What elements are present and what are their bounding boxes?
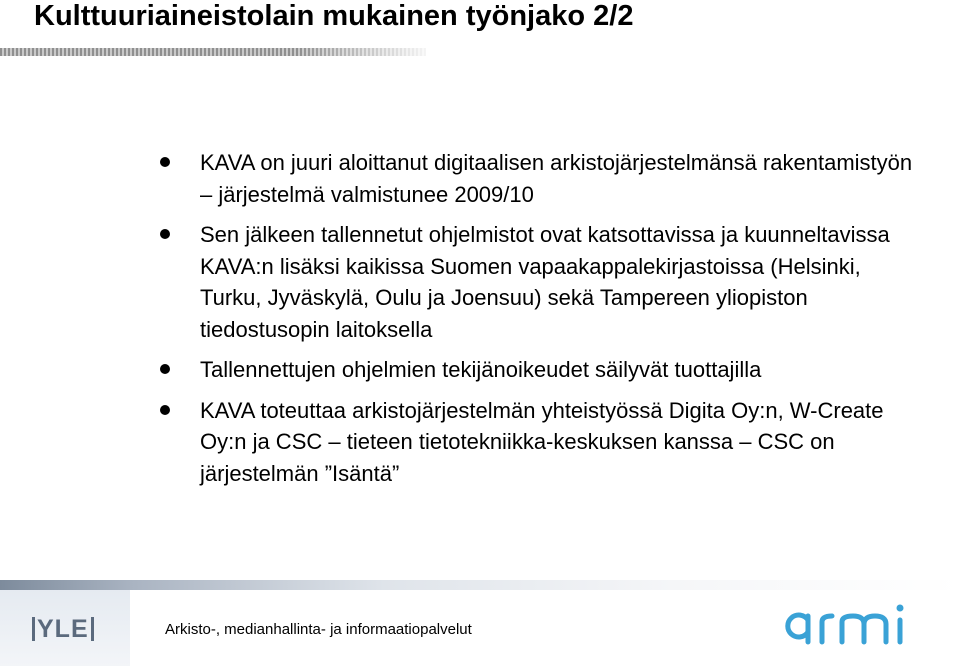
yle-logo-bar bbox=[32, 617, 35, 641]
bullet-dot-icon bbox=[160, 364, 170, 374]
bullet-item bbox=[160, 147, 920, 210]
bullet-dot-icon bbox=[160, 229, 170, 239]
bullet-text: Tallennettujen ohjelmien tekijänoikeudet säilyvät tuottajilla bbox=[200, 357, 762, 382]
bullet-text: KAVA toteuttaa arkistojärjestelmän yhteistyössä Digita Oy:n, W-Create Oy:n ja CSC – tieteen tietotekniikka-keskuksen kanssa – CSC on järjestelmän ”Isäntä” bbox=[200, 397, 884, 486]
bullet-text: Sen jälkeen tallennetut ohjelmistot ovat katsottavissa ja kuunneltavissa KAVA:n lisäksi kaikissa Suomen vapaakappalekirjastoissa (Helsinki, Turku, Jyväskylä, Oulu ja Joensuu) sekä Tampereen yliopiston tiedostusopin laitoksella bbox=[200, 222, 890, 342]
yle-logo-text: YLE bbox=[37, 615, 89, 643]
bullet-item bbox=[160, 395, 920, 490]
footer bbox=[0, 580, 960, 666]
footer-stripe bbox=[0, 580, 960, 590]
bullet-dot-icon bbox=[160, 157, 170, 167]
bullet-list bbox=[160, 147, 920, 498]
armi-logo bbox=[778, 600, 938, 646]
title-underline bbox=[0, 48, 426, 56]
bullet-text: KAVA on juuri aloittanut digitaalisen arkistojärjestelmänsä rakentamistyön – järjestelmä valmistunee 2009/10 bbox=[200, 150, 913, 207]
footer-text: Arkisto-, medianhallinta- ja informaatiopalvelut bbox=[165, 621, 472, 638]
yle-logo bbox=[30, 614, 96, 644]
slide-title: Kulttuuriaineistolain mukainen työnjako 2/2 bbox=[34, 0, 634, 32]
bullet-dot-icon bbox=[160, 405, 170, 415]
yle-logo-bar bbox=[91, 617, 94, 641]
bullet-item bbox=[160, 354, 920, 386]
bullet-item bbox=[160, 219, 920, 345]
